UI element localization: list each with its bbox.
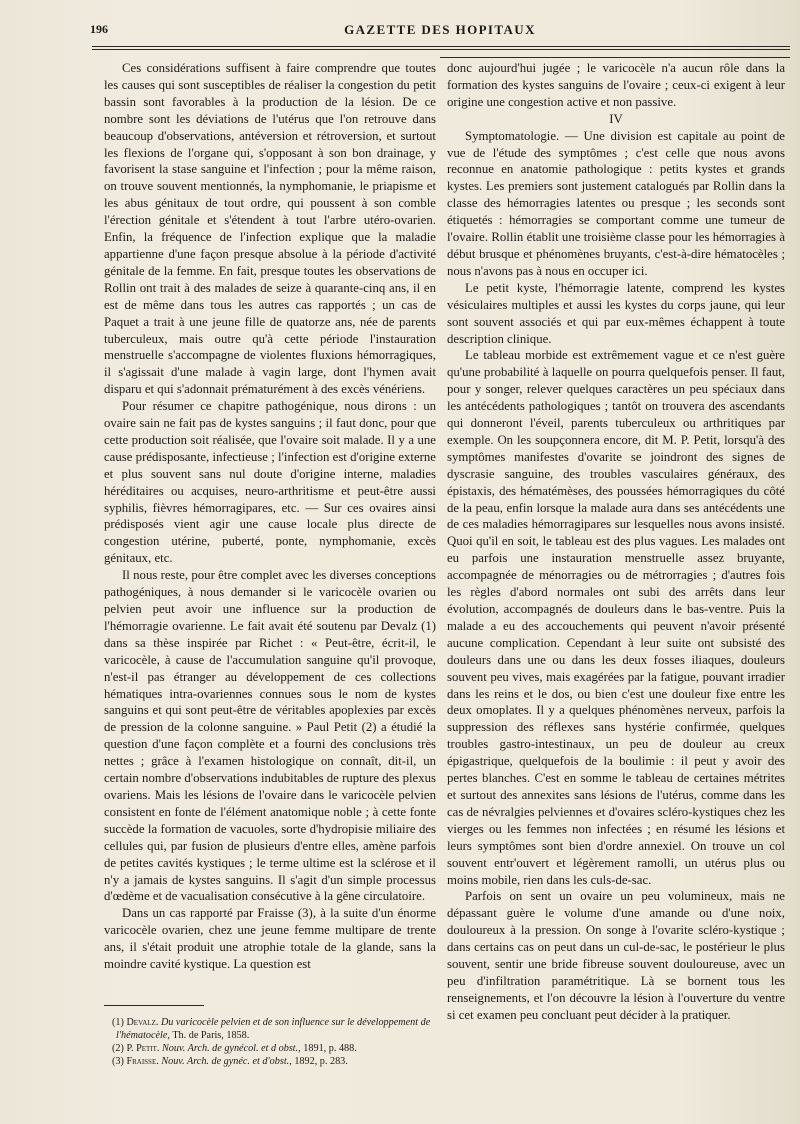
footnote-rule	[104, 1005, 204, 1006]
paragraph: Le tableau morbide est extrêmement vague et ce n'est guère qu'une probabilité à laquelle on pourra quelquefois penser. Il faut, pour y songer, relever quelques caractères un peu spéciaux dans les antécédents pathologiques ; tantôt on trouvera des ascendants qui donneront l'éveil, parents tuberculeux ou arthritiques par exemple. On les soupçonnera encore, dit M. P. Petit, lorsqu'à des symptômes manifestes d'ovarite se joindront des signes de dyscrasie sanguine, des troubles vasculaires généraux, des épistaxis, des hématémèses, des poussées hémorragiques du côté de la peau, enfin lorsque la malade aura dans ses antécédents une de ces maladies hémorragipares sur lesquelles nous avons insisté. Quoi qu'il en soit, le tableau est des plus vagues. Les malades ont eu parfois une instauration menstruelle assez bruyante, accompagnée de ménorragies ou de métrorragies ; d'autres fois les règles d'abord normales ont subi des arrêts dans leur évolution, accompagnés de douleurs dans le bas-ventre. Puis la malade a eu des accouchements qui peuvent n'avoir présenté aucune complication. Cependant à leur suite ont subsisté des douleurs dans une ou dans les deux fosses iliaques, douleurs souvent peu vives, mais exagérées par la fatigue, pouvant irradier dans les reins et le dos, ou bien c'est une douleur fixe entre les deux omoplates. Il y a quelques phénomènes nerveux, parfois la suppression des réflexes sans hystérie confirmée, quelques troubles gastro-intestinaux, un peu de douleur au creux épigastrique, quelquefois de la boulimie : il peut y avoir des pertes blanches. C'est en somme le tableau de certaines métrites et surtout des annexites sans lésions de l'utérus, comme dans les cas de névralgies pelviennes et d'ovaires scléro-kystiques chez les vierges ou les femmes non infectées ; en résumé les lésions et leurs symptômes sont bien d'ordre annexiel. On trouve un col souvent entr'ouvert et légèrement ramolli, un utérus plus ou moins mobile, rien dans les culs-de-sac.	[447, 348, 785, 887]
footnote-author: Devalz.	[126, 1017, 159, 1028]
section-number: IV	[609, 111, 623, 126]
running-title: GAZETTE DES HOPITAUX	[344, 22, 536, 37]
footnote	[112, 1042, 438, 1055]
footnote-title: Nouv. Arch. de gynécol. et d obst.,	[162, 1043, 301, 1054]
page-header	[90, 22, 790, 44]
footnote-marker: (2)	[112, 1043, 124, 1054]
footnote-title: Du varicocèle pelvien et de son influence sur le développement de l'hématocèle,	[116, 1017, 431, 1041]
footnote	[112, 1055, 438, 1068]
paragraph	[447, 128, 785, 280]
footnote-details: 1892, p. 283.	[291, 1056, 348, 1067]
paragraph: donc aujourd'hui jugée ; le varicocèle n'a aucun rôle dans la formation des kystes sanguins de l'ovaire ; ceux-ci exigent à leur origine une congestion active et non passive.	[447, 61, 785, 109]
paragraph: Il nous reste, pour être complet avec les diverses conceptions pathogéniques, à nous demander si le varicocèle ovarien ou pelvien peut avoir une influence sur la production de l'hémorragie ovarienne. Le fait avait été soutenu par Devalz (1) dans sa thèse inspirée par Richet : « Peut-être, écrit-il, le varicocèle, à cause de l'accumulation sanguine qu'il provoque, n'est-il pas étranger au développement de ces collections hématiques intra-ovariennes connues sous le nom de kystes sanguins et qui sont peut-être de véritables apoplexies par excès de pression de la colonne sanguine. » Paul Petit (2) a étudié la question d'une façon complète et a fourni des conclusions très nettes ; grâce à l'examen histologique on connaît, dit-il, un certain nombre d'observations indubitables de rupture des plexus ovariens. Mais les lésions de l'ovaire dans le varicocèle pelvien consistent en fonte de l'élément anatomique noble ; à cette fonte succède la formation de vacuoles, sorte d'hydropisie miliaire des cellules qui, par fusion de plusieurs d'entre elles, amène parfois de petites cavités kystiques ; le terme ultime est la sclérose et il n'y a jamais de kystes sanguins. Il s'agit d'un simple processus d'œdème et de vacualisation consécutive à la gêne circulatoire.	[104, 568, 436, 904]
footnote-author: Fraisse.	[126, 1056, 159, 1067]
footnote-details: 1891, p. 488.	[300, 1043, 357, 1054]
footnote	[112, 1016, 438, 1042]
left-column	[104, 60, 436, 973]
footnote-author: P. Petit.	[126, 1043, 160, 1054]
page-number: 196	[90, 22, 108, 36]
right-column	[447, 60, 785, 1024]
footnote-details: Th. de Paris, 1858.	[169, 1030, 250, 1041]
footnote-title: Nouv. Arch. de gynéc. et d'obst.,	[161, 1056, 292, 1067]
footnote-marker: (3)	[112, 1056, 124, 1067]
paragraph: Pour résumer ce chapitre pathogénique, nous dirons : un ovaire sain ne fait pas de kystes sanguins ; il faut donc, pour que cette production soit réalisée, que l'ovaire soit malade. Il y a une cause prédisposante, infectieuse ; l'infection est d'origine externe et plus souvent sans nul doute d'origine interne, maladies héréditaires ou acquises, neuro-arthritisme et peut-être aussi syphilis, fièvres hémorragipares, etc. — Sur ces ovaires ainsi prédisposés vient agir une cause locale plus directe de congestion utérine, puberté, ponte, nymphomanie, excès génitaux, etc.	[104, 399, 436, 566]
column-rule	[440, 57, 790, 58]
paragraph-text: — Une division est capitale au point de vue de l'étude des symptômes ; c'est celle que nous avons reconnue en anatomie pathologique : petits kystes et grands kystes. Les premiers sont justement catalogués par Rollin dans la classe des hémorragies latentes ou presque ; les seconds sont étiquetés : hémorragies se comportant comme une tumeur de l'ovaire. Rollin établit une troisième classe pour les hémorragies à début brusque et phénomènes bruyants, c'est-à-dire hématocèles ; nous n'avons pas à nous en occuper ici.	[447, 128, 785, 278]
paragraph: Dans un cas rapporté par Fraisse (3), à la suite d'un énorme varicocèle ovarien, chez une jeune femme multipare de trente ans, il s'était produit une atrophie totale de la glande, sans la moindre cavité kystique. La question est	[104, 906, 436, 972]
header-rule	[92, 46, 790, 47]
footnote-marker: (1)	[112, 1017, 124, 1028]
paragraph: Ces considérations suffisent à faire comprendre que toutes les causes qui sont susceptibles de réaliser la congestion du petit bassin sont favorables à la production de la lésion. De ce nombre sont les déviations de l'utérus que l'on retrouve dans beaucoup d'observations, antéversion et rétroversion, et surtout les flexions de l'organe qui, s'opposant à son bon drainage, y favorisent la stase sanguine et l'infection ; pour la même raison, on trouve souvent mentionnés, la nymphomanie, le priapisme et les abus génitaux de tout ordre, qui poussent à son comble l'érection génitale et s'étendent à tout l'arbre utéro-ovarien. Enfin, la fréquence de l'infection explique que la maladie appartienne d'une façon presque absolue à la période d'activité génitale de la femme. En fait, presque toutes les observations de Rollin ont trait à des malades de seize à quarante-cinq ans, il en est de même dans tous les autres cas rapportés ; un cas de Paquet a trait à une jeune fille de quatorze ans, née de parents tuberculeux, mais outre qu'à cette période l'instauration menstruelle s'accompagne de violentes fluxions hémorragiques, il s'agissait d'une malade à vagin large, dont l'hymen avait disparu et qui s'adonnait prématurément à des excès vénériens.	[104, 61, 436, 397]
header-rule-thin	[92, 49, 790, 50]
footnotes	[104, 1016, 438, 1068]
paragraph: Le petit kyste, l'hémorragie latente, comprend les kystes vésiculaires multiples et aussi les kystes du corps jaune, qui leur sont souvent associés et qui par eux-mêmes échappent à toute description clinique.	[447, 280, 785, 346]
paragraph: Parfois on sent un ovaire un peu volumineux, mais ne dépassant guère le volume d'une amande ou d'une noix, douloureux à la pression. On songe à l'ovarite scléro-kystique ; dans certains cas on peut dans un cul-de-sac, le postérieur le plus souvent, sentir une bride fibreuse souvent douloureuse, avec un peu d'infiltration paramétritique. Là se bornent tous les renseignements, et l'on découvre la lésion à l'ouverture du ventre si cet examen peu concluant peut décider à la pratiquer.	[447, 889, 785, 1022]
section-heading: Symptomatologie.	[465, 128, 560, 143]
